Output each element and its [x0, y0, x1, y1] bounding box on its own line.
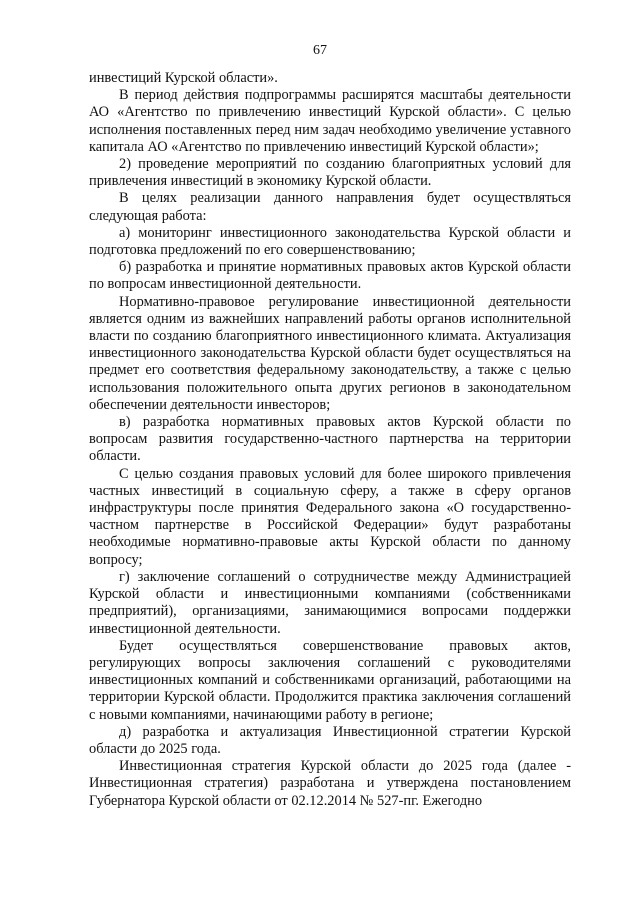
- paragraph: в) разработка нормативных правовых актов Курской области по вопросам развития государственно-частного партнерства на территории области.: [89, 414, 571, 465]
- paragraph: д) разработка и актуализация Инвестиционной стратегии Курской области до 2025 года.: [89, 723, 571, 757]
- paragraph: С целью создания правовых условий для более широкого привлечения частных инвестиций в социальную сферу, а также в сферу органов инфраструктуры после принятия Федерального закона «О государственно-частном партнерстве в Российской Федерации» будут разработаны необходимые нормативно-правовые акты Курской области по данному вопросу;: [89, 465, 571, 568]
- paragraph: б) разработка и принятие нормативных правовых актов Курской области по вопросам инвестиционной деятельности.: [89, 259, 571, 293]
- body-text: [89, 70, 571, 810]
- paragraph: Будет осуществляться совершенствование правовых актов, регулирующих вопросы заключения соглашений с руководителями инвестиционных компаний и собственниками организаций, работающими на территории Курской области. Продолжится практика заключения соглашений с новыми компаниями, начинающими работу в регионе;: [89, 637, 571, 723]
- paragraph: инвестиций Курской области».: [89, 70, 278, 86]
- paragraph: Инвестиционная стратегия Курской области до 2025 года (далее - Инвестиционная стратегия) разработана и утверждена постановлением Губернатора Курской области от 02.12.2014 № 527-пг. Ежегодно: [89, 758, 571, 809]
- page-number: 67: [313, 43, 327, 58]
- paragraph: 2) проведение мероприятий по созданию благоприятных условий для привлечения инвестиций в экономику Курской области.: [89, 156, 571, 190]
- paragraph: В период действия подпрограммы расширятся масштабы деятельности АО «Агентство по привлечению инвестиций Курской области». С целью исполнения поставленных перед ним задач необходимо увеличение уставного капитала АО «Агентство по привлечению инвестиций Курской области»;: [89, 87, 571, 155]
- paragraph: г) заключение соглашений о сотрудничестве между Администрацией Курской области и инвестиционными компаниями (собственниками предприятий), организациями, занимающимися вопросами поддержки инвестиционной деятельности.: [89, 568, 571, 637]
- paragraph: В целях реализации данного направления будет осуществляться следующая работа:: [89, 190, 571, 224]
- paragraph: Нормативно-правовое регулирование инвестиционной деятельности является одним из важнейших направлений работы органов исполнительной власти по созданию благоприятного инвестиционного климата. Актуализация инвестиционного законодательства Курской области будет осуществляться на предмет его соответствия федеральному законодательству, а также с целью использования положительного опыта других регионов в законодательном обеспечении деятельности инвесторов;: [89, 293, 571, 413]
- paragraph: а) мониторинг инвестиционного законодательства Курской области и подготовка предложений по его совершенствованию;: [89, 224, 571, 259]
